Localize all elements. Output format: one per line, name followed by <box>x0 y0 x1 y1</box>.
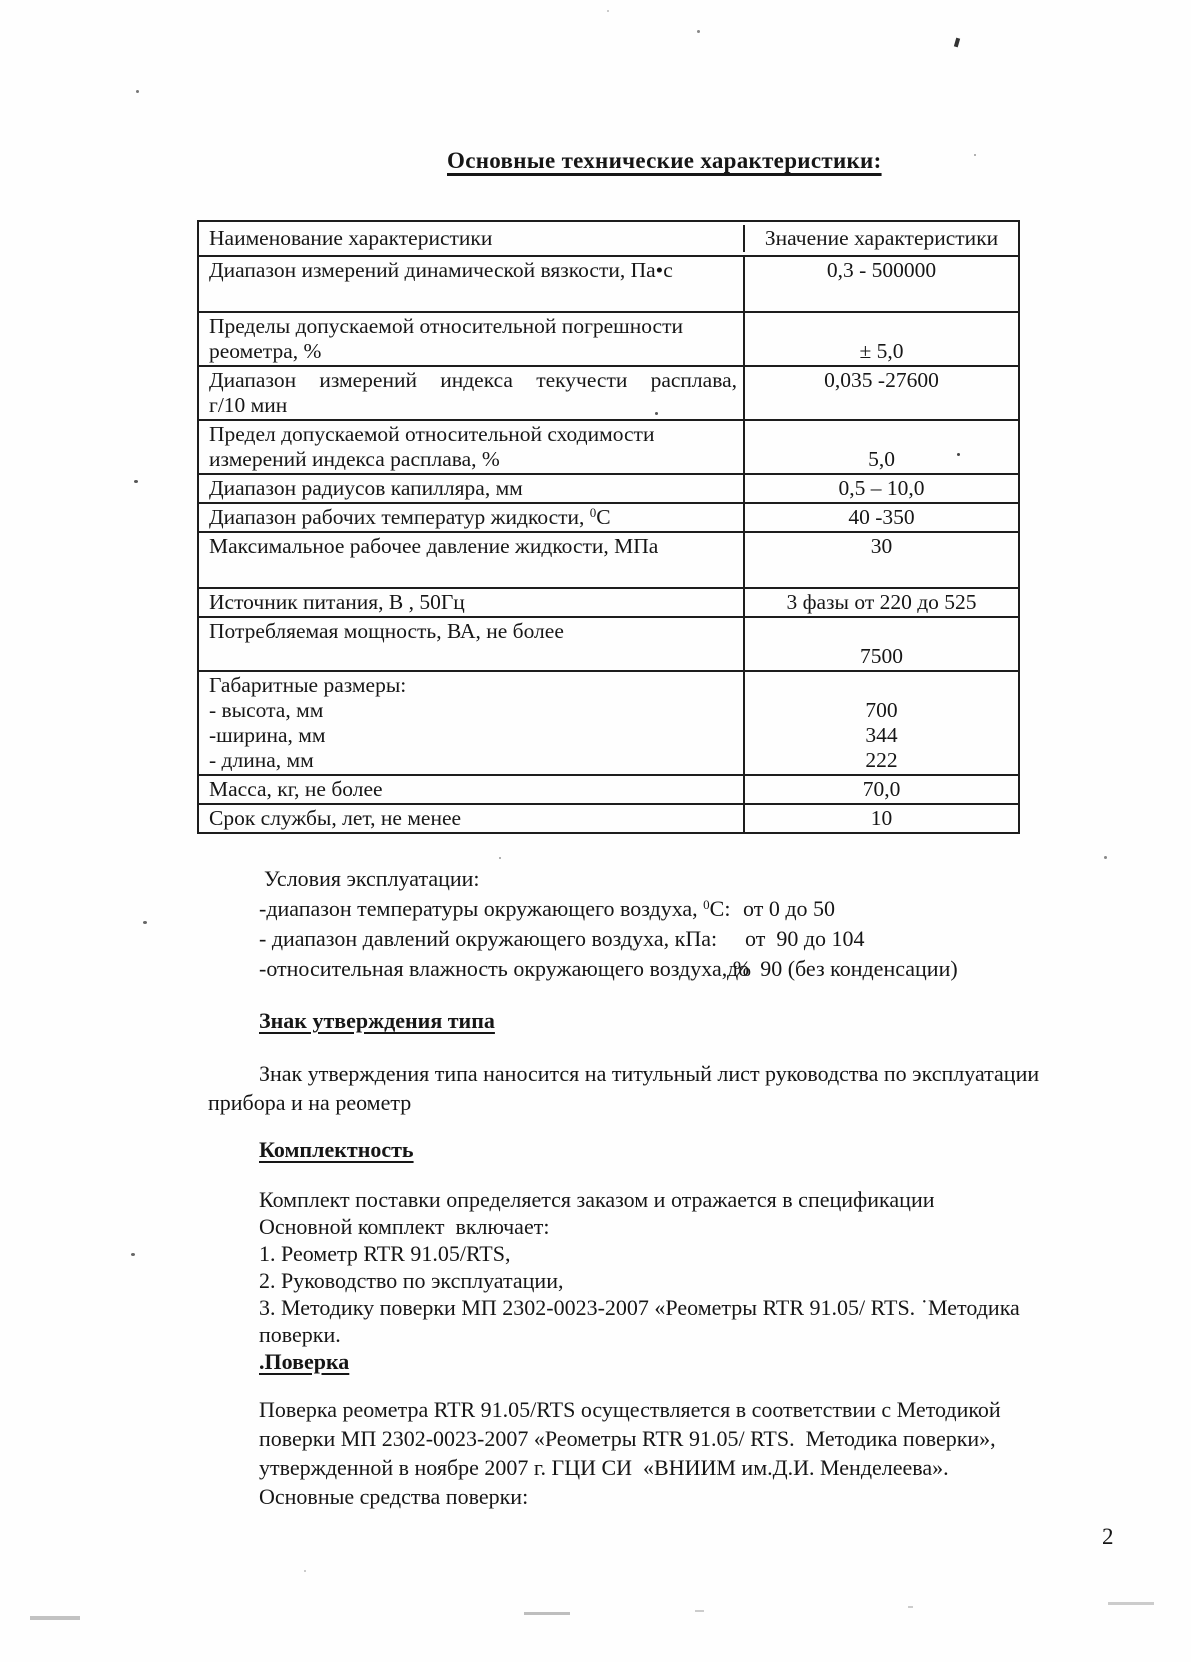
paragraph-line: Основные средства поверки: <box>259 1484 529 1509</box>
table-row <box>199 587 1018 616</box>
cell-line <box>749 673 1014 698</box>
cell-line: Потребляемая мощность, ВА, не более <box>209 619 564 643</box>
cell-line: измерений индекса расплава, % <box>209 447 500 471</box>
table-row <box>199 531 1018 587</box>
scan-speck <box>655 412 658 415</box>
section-heading-completeness: Комплектность <box>259 1137 414 1162</box>
paragraph-line: Основной комплект включает: <box>259 1214 550 1239</box>
table-row <box>199 803 1018 832</box>
table-row <box>199 365 1018 419</box>
value-cell <box>743 776 1018 803</box>
cell-line: 3 фазы от 220 до 525 <box>786 590 977 614</box>
paragraph-line: утвержденной в ноябре 2007 г. ГЦИ СИ «ВНИИМ им.Д.И. Менделеева». <box>259 1455 949 1480</box>
scan-speck <box>974 154 976 156</box>
cell-line: 5,0 <box>868 447 895 471</box>
condition-label-text: С: <box>709 896 731 921</box>
cell-line <box>749 619 1014 644</box>
value-cell <box>743 672 1018 774</box>
list-item: 3. Методику поверки МП 2302-0023-2007 «Реометры RTR 91.05/ RTS. ˙Методика <box>259 1295 1020 1320</box>
cell-line <box>749 393 1014 418</box>
label-cell <box>199 421 743 473</box>
scan-speck <box>957 453 960 456</box>
section-heading-verification: .Поверка <box>259 1349 350 1374</box>
cell-line: 10 <box>870 806 893 830</box>
superscript-zero: 0 <box>703 897 710 912</box>
list-item: 2. Руководство по эксплуатации, <box>259 1268 564 1293</box>
value-cell <box>743 475 1018 502</box>
paragraph-line: прибора и на реометр <box>208 1090 412 1115</box>
paragraph-line: Знак утверждения типа наносится на титульный лист руководства по эксплуатации <box>259 1061 1040 1086</box>
scan-speck <box>1104 856 1107 859</box>
paragraph-line: Комплект поставки определяется заказом и отражается в спецификации <box>259 1187 935 1212</box>
scan-speck <box>134 480 138 483</box>
table-row <box>199 255 1018 311</box>
value-cell <box>743 504 1018 531</box>
table-row <box>199 419 1018 473</box>
cell-line: Диапазон измерений динамической вязкости, Па•с <box>209 258 673 282</box>
characteristics-table <box>197 220 1020 834</box>
cell-line: 70,0 <box>862 777 901 801</box>
cell-line: Источник питания, В , 50Гц <box>209 590 465 614</box>
condition-value: от 90 до 104 <box>745 926 865 951</box>
cell-line: ± 5,0 <box>859 339 904 363</box>
label-text: С <box>596 505 611 529</box>
cell-line: - длина, мм <box>209 748 314 772</box>
cell-line: 0,5 – 10,0 <box>838 476 925 500</box>
scan-speck <box>954 38 960 48</box>
cell-line: -ширина, мм <box>209 723 326 747</box>
scan-speck <box>136 90 139 93</box>
cell-line <box>209 505 737 530</box>
label-cell <box>199 805 743 832</box>
page-title: Основные технические характеристики: <box>447 148 882 173</box>
cell-line: 30 <box>870 534 893 558</box>
cell-line: г/10 мин <box>209 393 288 417</box>
condition-line <box>259 954 1191 984</box>
condition-label: -относительная влажность окружающего воздуха, % <box>259 956 752 981</box>
table-row <box>199 473 1018 502</box>
list-item: 1. Реометр RTR 91.05/RTS, <box>259 1241 511 1266</box>
value-cell <box>743 618 1018 670</box>
header-name-cell: Наименование характеристики <box>209 226 493 250</box>
table-row <box>199 616 1018 670</box>
condition-label: - диапазон давлений окружающего воздуха, кПа: <box>259 926 718 951</box>
label-cell <box>199 672 743 774</box>
value-cell <box>743 313 1018 365</box>
type-approval-paragraph <box>208 1059 1191 1117</box>
condition-line <box>259 924 1191 954</box>
cell-line: Пределы допускаемой относительной погрешности <box>209 314 683 338</box>
conditions-heading: Условия эксплуатации: <box>264 866 480 891</box>
condition-label <box>259 896 730 921</box>
cell-line <box>749 314 1014 339</box>
value-cell <box>743 805 1018 832</box>
label-text: Диапазон рабочих температур жидкости, <box>209 505 590 529</box>
scan-speck <box>30 1616 80 1620</box>
cell-line: - высота, мм <box>209 698 324 722</box>
cell-line: Максимальное рабочее давление жидкости, МПа <box>209 534 659 558</box>
table-row <box>199 502 1018 531</box>
paragraph-line: поверки. <box>259 1322 341 1347</box>
label-cell <box>199 313 743 365</box>
cell-line: Диапазон радиусов капилляра, мм <box>209 476 523 500</box>
value-cell <box>743 589 1018 616</box>
label-cell <box>199 257 743 311</box>
cell-line: 0,035 -27600 <box>824 368 939 392</box>
scan-speck <box>131 1253 135 1256</box>
table-row <box>199 670 1018 774</box>
condition-label-text: -диапазон температуры окружающего воздуха, <box>259 896 704 921</box>
cell-line: 40 -350 <box>848 505 915 529</box>
value-cell <box>743 257 1018 311</box>
superscript-zero: 0 <box>589 505 597 520</box>
table-row <box>199 311 1018 365</box>
label-cell <box>199 776 743 803</box>
scan-speck <box>304 1570 306 1572</box>
table-header-row <box>199 222 1018 255</box>
label-cell <box>199 618 743 670</box>
cell-line: Срок службы, лет, не менее <box>209 806 462 830</box>
paragraph-line: поверки МП 2302-0023-2007 «Реометры RTR 91.05/ RTS. Методика поверки», <box>259 1426 996 1451</box>
table-row <box>199 774 1018 803</box>
paragraph-line: Поверка реометра RTR 91.05/RTS осуществляется в соответствии с Методикой <box>259 1397 1001 1422</box>
scan-speck <box>524 1612 570 1615</box>
label-cell <box>199 589 743 616</box>
verification-paragraph <box>259 1395 1191 1511</box>
cell-line: Масса, кг, не более <box>209 777 383 801</box>
cell-line: Габаритные размеры: <box>209 673 407 697</box>
condition-line <box>259 894 1191 924</box>
cell-line: 700 <box>865 698 898 722</box>
scan-speck <box>695 1610 704 1612</box>
cell-line: 0,3 - 500000 <box>826 258 937 282</box>
label-cell <box>199 367 743 419</box>
scan-speck <box>607 10 609 12</box>
operating-conditions-section <box>259 864 1191 984</box>
value-cell <box>743 367 1018 419</box>
header-value-cell: Значение характеристики <box>743 225 1018 252</box>
completeness-paragraph <box>259 1186 1191 1348</box>
cell-line: реометра, % <box>209 339 322 363</box>
condition-value: от 0 до 50 <box>743 896 836 921</box>
page-number: 2 <box>1102 1524 1114 1549</box>
scan-speck <box>697 30 700 33</box>
scan-speck <box>1108 1602 1154 1605</box>
label-cell <box>199 475 743 502</box>
value-cell <box>743 421 1018 473</box>
scan-speck <box>143 921 147 924</box>
value-cell <box>743 533 1018 587</box>
section-heading-type-approval: Знак утверждения типа <box>259 1008 495 1033</box>
cell-line: 7500 <box>860 644 903 668</box>
cell-line <box>749 422 1014 447</box>
scan-speck <box>499 857 501 859</box>
scan-speck <box>908 1606 913 1608</box>
condition-value: до 90 (без конденсации) <box>727 956 958 981</box>
label-cell <box>199 533 743 587</box>
cell-line: Предел допускаемой относительной сходимости <box>209 422 655 446</box>
cell-line: 222 <box>865 748 898 772</box>
cell-line: Диапазон измерений индекса текучести расплава, <box>209 368 737 392</box>
label-cell <box>199 504 743 531</box>
cell-line: 344 <box>865 723 898 747</box>
